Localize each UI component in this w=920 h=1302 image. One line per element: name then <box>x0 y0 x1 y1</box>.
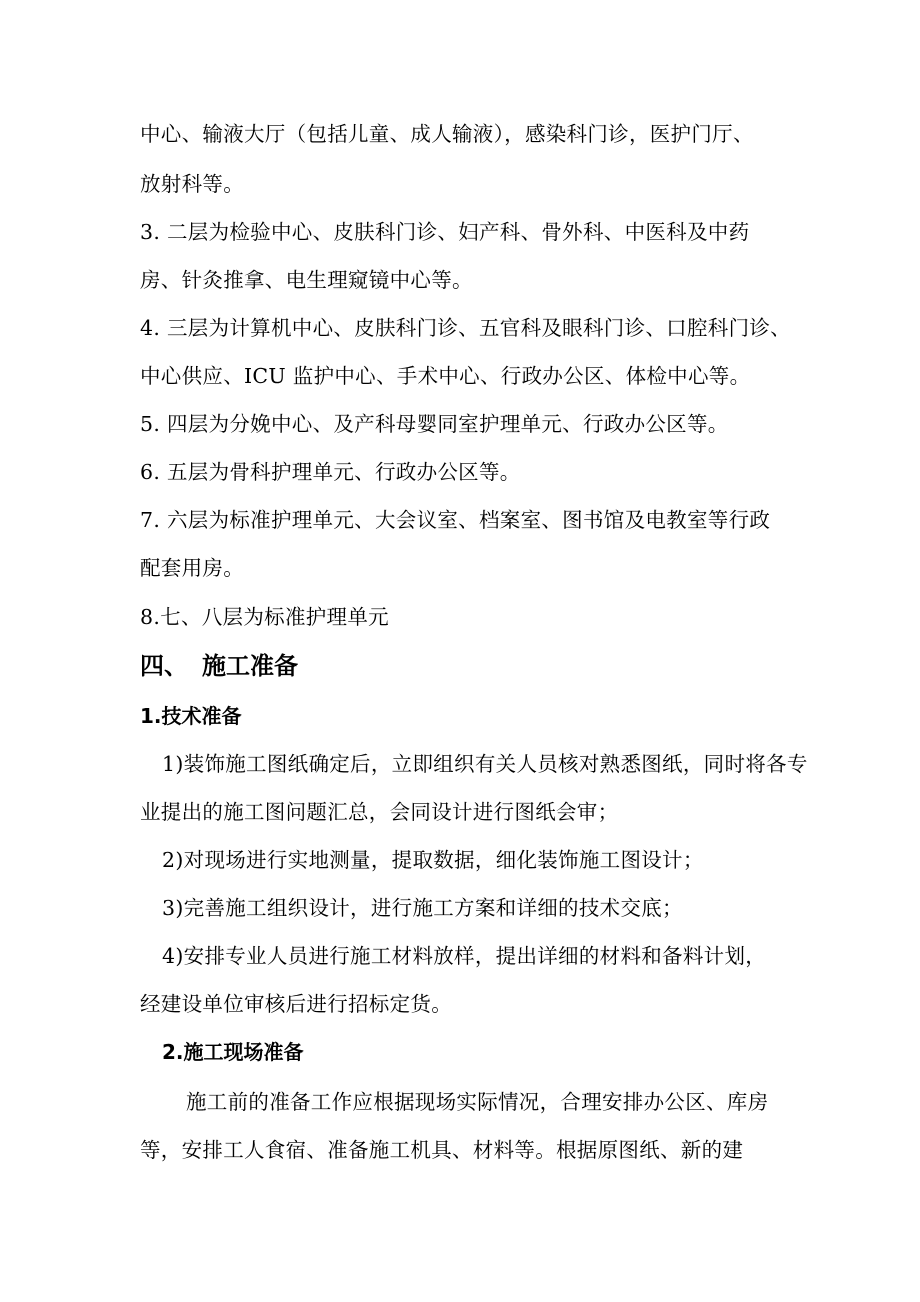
section-number: 四、 <box>140 652 188 680</box>
tech-prep-line: 1)装饰施工图纸确定后，立即组织有关人员核对熟悉图纸，同时将各专 <box>162 752 808 776</box>
tech-prep-line: 经建设单位审核后进行招标定货。 <box>140 992 452 1016</box>
list-item-6: 6. 五层为骨科护理单元、行政办公区等。 <box>140 460 521 484</box>
site-prep-line: 施工前的准备工作应根据现场实际情况，合理安排办公区、库房 <box>186 1090 769 1114</box>
list-item-5: 5. 四层为分娩中心、及产科母婴同室护理单元、行政办公区等。 <box>140 412 729 436</box>
list-item-4: 4. 三层为计算机中心、皮肤科门诊、五官科及眼科门诊、口腔科门诊、 <box>140 316 791 340</box>
tech-prep-line: 4)安排专业人员进行施工材料放样，提出详细的材料和备料计划， <box>162 944 767 968</box>
list-item-8: 8.七、八层为标准护理单元 <box>140 605 389 629</box>
body-line: 中心、输液大厅（包括儿童、成人输液），感染科门诊，医护门厅、 <box>140 122 754 146</box>
section-title: 施工准备 <box>202 652 298 680</box>
tech-prep-line: 业提出的施工图问题汇总，会同设计进行图纸会审； <box>140 800 619 824</box>
site-prep-heading: 2.施工现场准备 <box>162 1040 304 1064</box>
body-line: 中心供应、ICU 监护中心、手术中心、行政办公区、体检中心等。 <box>140 364 751 388</box>
section-heading <box>140 650 298 682</box>
body-line: 配套用房。 <box>140 556 244 580</box>
body-line: 放射科等。 <box>140 172 244 196</box>
tech-prep-line: 3)完善施工组织设计，进行施工方案和详细的技术交底； <box>162 896 683 920</box>
tech-prep-line: 2)对现场进行实地测量，提取数据，细化装饰施工图设计； <box>162 848 704 872</box>
body-line: 房、针灸推拿、电生理窥镜中心等。 <box>140 268 473 292</box>
site-prep-line: 等，安排工人食宿、准备施工机具、材料等。根据原图纸、新的建 <box>140 1138 744 1162</box>
list-item-3: 3. 二层为检验中心、皮肤科门诊、妇产科、骨外科、中医科及中药 <box>140 220 750 244</box>
tech-prep-heading: 1.技术准备 <box>140 704 242 728</box>
list-item-7: 7. 六层为标准护理单元、大会议室、档案室、图书馆及电教室等行政 <box>140 508 771 532</box>
